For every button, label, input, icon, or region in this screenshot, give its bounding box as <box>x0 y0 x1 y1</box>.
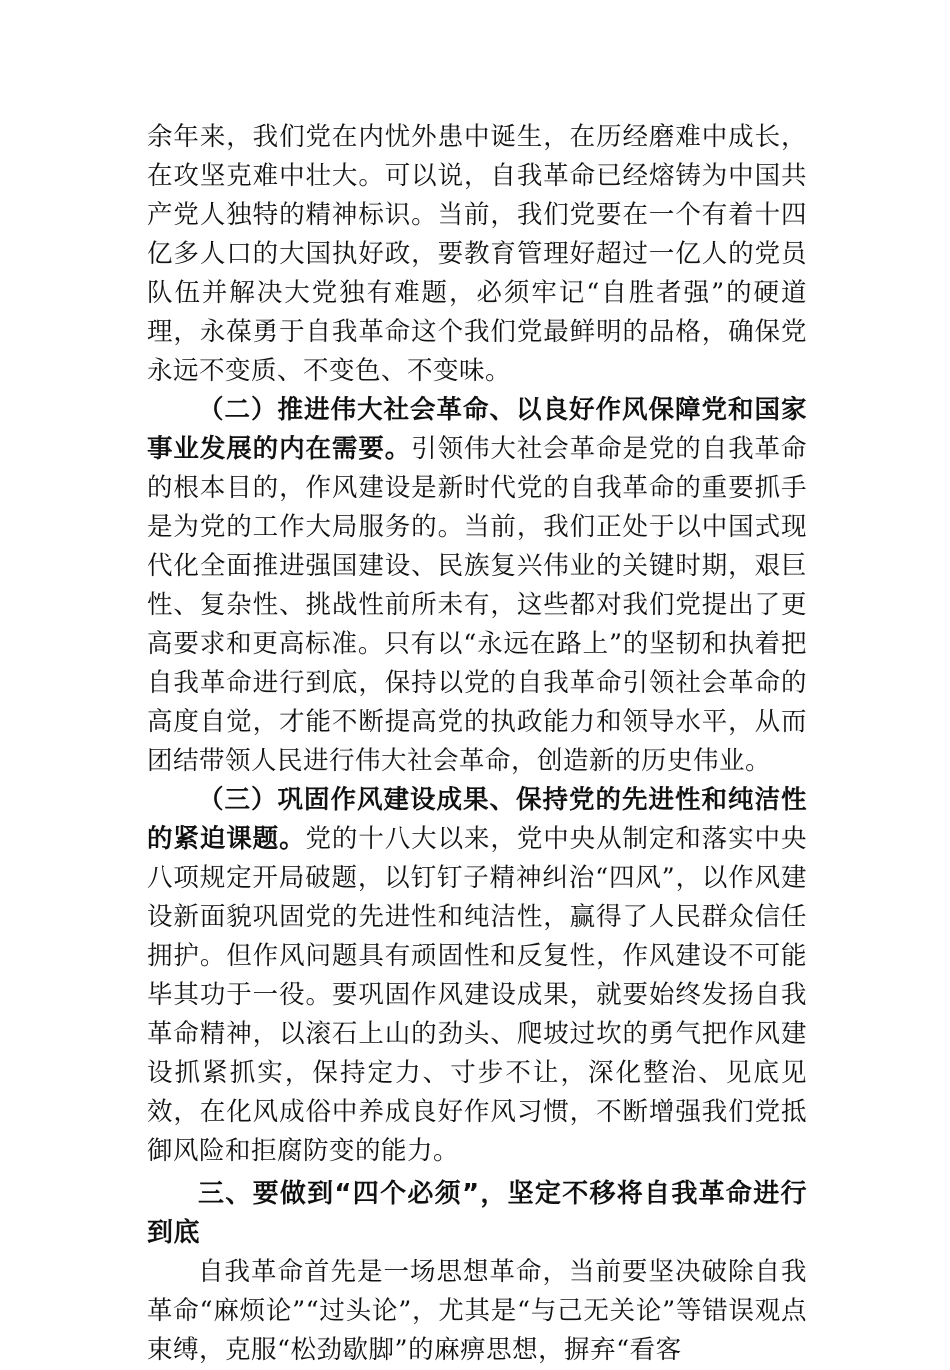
paragraph-section-2 <box>147 391 807 781</box>
section-3-lead: （三）巩固作风建设成果、保持党的先进性和纯洁性的紧迫课题。 <box>147 785 807 854</box>
paragraph-continuation: 余年来，我们党在内忧外患中诞生，在历经磨难中成长，在攻坚克难中壮大。可以说，自我革命已经熔铸为中国共产党人独特的精神标识。当前，我们党要在一个有着十四亿多人口的大国执好政，要教育管理好超过一亿人的党员队伍并解决大党独有难题，必须牢记“自胜者强”的硬道理，永葆勇于自我革命这个我们党最鲜明的品格，确保党永远不变质、不变色、不变味。 <box>147 122 807 386</box>
paragraph-chapter-3-intro: 自我革命首先是一场思想革命，当前要坚决破除自我革命“麻烦论”“过头论”，尤其是“与己无关论”等错误观点束缚，克服“松劲歇脚”的麻痹思想，摒弃“看客 <box>147 1257 807 1365</box>
section-2-lead: （二）推进伟大社会革命、以良好作风保障党和国家事业发展的内在需要。 <box>147 395 807 464</box>
paragraph-section-3 <box>147 781 807 1171</box>
section-2-body: 引领伟大社会革命是党的自我革命的根本目的，作风建设是新时代党的自我革命的重要抓手是为党的工作大局服务的。当前，我们正处于以中国式现代化全面推进强国建设、民族复兴伟业的关键时期，艰巨性、复杂性、挑战性前所未有，这些都对我们党提出了更高要求和更高标准。只有以“永远在路上”的坚韧和执着把自我革命进行到底，保持以党的自我革命引领社会革命的高度自觉，才能不断提高党的执政能力和领导水平，从而团结带领人民进行伟大社会革命，创造新的历史伟业。 <box>147 434 807 776</box>
chapter-heading-3: 三、要做到“四个必须”，坚定不移将自我革命进行到底 <box>147 1179 807 1248</box>
section-3-body: 党的十八大以来，党中央从制定和落实中央八项规定开局破题，以钉钉子精神纠治“四风”，以作风建设新面貌巩固党的先进性和纯洁性，赢得了人民群众信任拥护。但作风问题具有顽固性和反复性，作风建设不可能毕其功于一役。要巩固作风建设成果，就要始终发扬自我革命精神，以滚石上山的劲头、爬坡过坎的勇气把作风建设抓紧抓实，保持定力、寸步不让，深化整治、见底见效，在化风成俗中养成良好作风习惯，不断增强我们党抵御风险和拒腐防变的能力。 <box>147 824 807 1166</box>
document-page <box>147 118 807 1370</box>
